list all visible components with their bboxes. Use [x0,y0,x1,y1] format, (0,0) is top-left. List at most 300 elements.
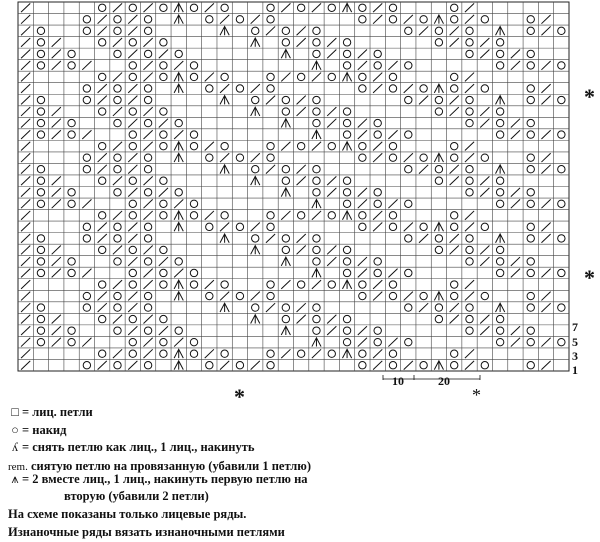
yarn-over-symbol [466,235,473,242]
decrease-symbol [21,142,30,151]
decrease-symbol [82,199,91,208]
yarn-over-symbol [297,350,304,357]
decrease-symbol [52,338,61,347]
decrease-symbol [450,107,459,116]
decrease-symbol [511,119,520,128]
decrease-symbol [113,211,122,220]
yarn-over-symbol [144,223,151,230]
yarn-over-symbol [98,142,105,149]
decrease-symbol [113,73,122,82]
double-decrease-symbol [174,15,183,24]
yarn-over-symbol [451,16,458,23]
decrease-symbol [21,15,30,24]
decrease-symbol [174,338,183,347]
yarn-over-symbol [527,269,534,276]
rem-label: rem. [8,461,28,473]
yarn-over-symbol [98,350,105,357]
decrease-symbol [21,73,30,82]
yarn-over-symbol [343,200,350,207]
decrease-symbol [450,234,459,243]
decrease-symbol [159,257,168,266]
decrease-symbol [21,361,30,370]
yarn-over-symbol [496,200,503,207]
yarn-over-symbol [267,223,274,230]
yarn-over-symbol [343,131,350,138]
yarn-over-symbol [496,62,503,69]
yarn-over-symbol [160,338,167,345]
decrease-symbol [297,107,306,116]
yarn-over-symbol [420,16,427,23]
yarn-over-symbol [114,96,121,103]
decrease-symbol [327,315,336,324]
legend-note-wrong-side: Изнаночные ряды вязать изнаночными петлями [8,525,285,539]
yarn-over-symbol [359,212,366,219]
yarn-over-symbol [175,258,182,265]
yarn-over-symbol [282,27,289,34]
yarn-over-symbol [527,154,534,161]
yarn-over-symbol [481,223,488,230]
yarn-over-symbol [343,62,350,69]
scale-label-10: 10 [392,374,404,388]
decrease-symbol [144,107,153,116]
double-decrease-symbol [281,50,290,59]
yarn-over-symbol [558,96,565,103]
decrease-symbol [52,257,61,266]
yarn-over-symbol [405,338,412,345]
decrease-symbol [511,50,520,59]
repeat-marker-bottom-left: * [234,384,245,409]
repeat-marker-right-bottom: * [584,265,595,290]
decrease-symbol [465,15,474,24]
yarn-over-symbol [496,131,503,138]
yarn-over-symbol [144,166,151,173]
decrease-symbol [21,176,30,185]
yarn-over-symbol [466,304,473,311]
yarn-over-symbol [206,154,213,161]
yarn-over-symbol [420,292,427,299]
decrease-symbol [21,326,30,335]
yarn-over-symbol [68,200,75,207]
row-number-1: 1 [572,363,578,377]
yarn-over-symbol [527,223,534,230]
decrease-symbol [373,3,382,12]
yarn-over-symbol [129,4,136,11]
yarn-over-symbol [405,269,412,276]
double-decrease-symbol [434,84,443,93]
yarn-over-symbol [313,39,320,46]
yarn-over-symbol [190,200,197,207]
decrease-symbol [511,269,520,278]
decrease-symbol [373,292,382,301]
yarn-over-symbol [328,4,335,11]
decrease-symbol [98,361,107,370]
legend-yarn-over: ○ = накид [8,424,66,438]
yarn-over-symbol [98,281,105,288]
yarn-over-symbol [114,189,121,196]
decrease-symbol [52,326,61,335]
yarn-over-symbol [114,362,121,369]
decrease-symbol [128,222,137,231]
yarn-over-symbol [129,246,136,253]
decrease-symbol [220,84,229,93]
decrease-symbol [511,188,520,197]
yarn-over-symbol [313,119,320,126]
decrease-symbol [113,38,122,47]
yarn-over-symbol [389,16,396,23]
decrease-symbol [21,188,30,197]
double-decrease-symbol [496,26,505,35]
yarn-over-symbol [144,189,151,196]
yarn-over-symbol [160,350,167,357]
decrease-symbol [220,222,229,231]
yarn-over-symbol [451,73,458,80]
yarn-over-symbol [558,27,565,34]
decrease-symbol [144,315,153,324]
yarn-over-symbol [37,327,44,334]
double-decrease-symbol [312,338,321,347]
decrease-symbol [205,349,214,358]
yarn-over-symbol [313,50,320,57]
decrease-symbol [297,176,306,185]
yarn-over-symbol [343,119,350,126]
yarn-over-symbol [374,119,381,126]
yarn-over-symbol [129,269,136,276]
yarn-over-symbol [83,96,90,103]
yarn-over-symbol [252,27,259,34]
yarn-over-symbol [328,73,335,80]
yarn-over-symbol [190,131,197,138]
double-decrease-symbol [342,73,351,82]
decrease-symbol [98,234,107,243]
yarn-over-symbol [297,73,304,80]
double-decrease-symbol [174,222,183,231]
double-decrease-symbol-icon: ⩚ [11,472,19,486]
yarn-over-symbol [466,108,473,115]
yarn-over-symbol [527,166,534,173]
decrease-symbol [52,119,61,128]
legend-double-decrease-cont: вторую (убавили 2 петли) [64,489,209,503]
yarn-over-symbol [190,269,197,276]
decrease-symbol [541,15,550,24]
decrease-symbol [98,303,107,312]
yarn-over-symbol [496,119,503,126]
yarn-over-symbol [405,304,412,311]
decrease-symbol [373,280,382,289]
yarn-over-symbol [359,362,366,369]
decrease-symbol [21,3,30,12]
yarn-over-symbol [282,304,289,311]
yarn-over-symbol [527,50,534,57]
decrease-symbol [128,326,137,335]
yarn-over-symbol [466,166,473,173]
double-decrease-symbol [251,246,260,255]
yarn-over-symbol [160,131,167,138]
double-decrease-symbol [220,234,229,243]
decrease-symbol [541,199,550,208]
yarn-over-symbol [313,246,320,253]
yarn-over-symbol [190,338,197,345]
decrease-symbol [511,199,520,208]
decrease-symbol [450,176,459,185]
decrease-symbol [21,257,30,266]
yarn-over-symbol [83,85,90,92]
decrease-symbol [113,142,122,151]
decrease-symbol [159,188,168,197]
decrease-symbol [511,130,520,139]
decrease-symbol [113,246,122,255]
yarn-over-symbol [144,119,151,126]
yarn-over-symbol [496,177,503,184]
yarn-over-symbol [37,108,44,115]
yarn-over-symbol [129,338,136,345]
decrease-symbol [327,326,336,335]
decrease-symbol [159,50,168,59]
double-decrease-symbol [220,96,229,105]
yarn-over-symbol [129,73,136,80]
decrease-symbol [128,165,137,174]
decrease-symbol [128,15,137,24]
decrease-symbol [21,315,30,324]
decrease-symbol [297,315,306,324]
decrease-symbol [21,211,30,220]
yarn-over-symbol [496,269,503,276]
yarn-over-symbol [267,350,274,357]
yarn-over-symbol [343,50,350,57]
yarn-over-symbol [160,142,167,149]
decrease-symbol [465,280,474,289]
decrease-symbol [82,61,91,70]
decrease-symbol [297,165,306,174]
decrease-symbol [82,338,91,347]
yarn-over-symbol [389,73,396,80]
decrease-symbol [82,130,91,139]
yarn-over-symbol [144,50,151,57]
yarn-over-symbol [160,73,167,80]
yarn-over-symbol [527,16,534,23]
decrease-symbol [281,73,290,82]
decrease-symbol [388,61,397,70]
yarn-over-symbol [558,200,565,207]
yarn-over-symbol [267,142,274,149]
decrease-symbol [465,222,474,231]
yarn-over-symbol [114,235,121,242]
yarn-over-symbol [98,73,105,80]
yarn-over-symbol [190,62,197,69]
decrease-symbol [52,199,61,208]
decrease-symbol [21,199,30,208]
decrease-symbol [358,188,367,197]
double-decrease-symbol [434,153,443,162]
decrease-symbol [52,38,61,47]
yarn-over-symbol [313,189,320,196]
yarn-over-symbol [359,350,366,357]
decrease-symbol [144,349,153,358]
yarn-over-symbol [313,166,320,173]
yarn-over-symbol [144,304,151,311]
decrease-symbol [144,73,153,82]
decrease-symbol [450,303,459,312]
double-decrease-symbol [496,96,505,105]
yarn-over-symbol [252,96,259,103]
yarn-over-symbol [267,73,274,80]
yarn-over-symbol [98,246,105,253]
decrease-symbol [205,142,214,151]
decrease-symbol [465,3,474,12]
yarn-over-symbol [527,327,534,334]
yarn-over-symbol [83,223,90,230]
decrease-symbol [419,234,428,243]
decrease-symbol [388,269,397,278]
yarn-over-symbol [144,327,151,334]
yarn-over-symbol [221,350,228,357]
decrease-symbol [113,315,122,324]
decrease-symbol [465,142,474,151]
double-decrease-symbol [220,26,229,35]
yarn-over-symbol [160,269,167,276]
yarn-over-symbol [175,327,182,334]
double-decrease-symbol [281,119,290,128]
yarn-over-symbol [343,177,350,184]
decrease-symbol [465,349,474,358]
legend-note-right-side: На схеме показаны только лицевые ряды. [8,507,247,521]
decrease-symbol [312,280,321,289]
yarn-over-symbol [282,315,289,322]
decrease-symbol [388,199,397,208]
decrease-symbol [21,130,30,139]
yarn-over-symbol [496,50,503,57]
row-number-5: 5 [572,335,578,349]
yarn-over-symbol [481,154,488,161]
yarn-over-symbol [160,281,167,288]
yarn-over-symbol [160,200,167,207]
decrease-symbol [21,280,30,289]
yarn-over-symbol [98,4,105,11]
decrease-symbol [128,50,137,59]
yarn-over-symbol [282,166,289,173]
decrease-symbol [21,84,30,93]
yarn-over-symbol [389,85,396,92]
decrease-symbol [281,211,290,220]
decrease-symbol [21,119,30,128]
yarn-over-symbol [359,142,366,149]
decrease-symbol [541,338,550,347]
yarn-over-symbol [496,246,503,253]
decrease-symbol [465,211,474,220]
legend-knit: □ = лиц. петли [8,406,93,420]
yarn-over-symbol [37,338,44,345]
decrease-symbol [541,153,550,162]
decrease-symbol [404,15,413,24]
decrease-symbol [52,246,61,255]
yarn-over-symbol [37,27,44,34]
yarn-over-symbol [405,166,412,173]
decrease-symbol [297,303,306,312]
yarn-over-symbol [527,258,534,265]
decrease-symbol [98,26,107,35]
yarn-over-symbol [420,85,427,92]
yarn-over-symbol [527,200,534,207]
double-decrease-symbol [434,222,443,231]
decrease-symbol [541,234,550,243]
decrease-symbol [465,153,474,162]
yarn-over-symbol [160,108,167,115]
yarn-over-symbol [451,85,458,92]
yarn-over-symbol [313,177,320,184]
yarn-over-symbol [144,362,151,369]
decrease-symbol [281,280,290,289]
yarn-over-symbol [144,96,151,103]
decrease-symbol [52,176,61,185]
yarn-over-symbol [313,258,320,265]
double-decrease-symbol [174,280,183,289]
decrease-symbol [174,199,183,208]
yarn-over-symbol [236,223,243,230]
decrease-symbol [373,349,382,358]
decrease-symbol [21,246,30,255]
decrease-symbol [541,292,550,301]
decrease-symbol [220,361,229,370]
yarn-over-symbol [37,166,44,173]
yarn-over-symbol [221,4,228,11]
yarn-over-symbol [114,50,121,57]
decrease-symbol [511,61,520,70]
decrease-symbol [404,361,413,370]
yarn-over-symbol [114,304,121,311]
decrease-symbol [297,246,306,255]
decrease-symbol [327,107,336,116]
yarn-over-symbol [129,350,136,357]
double-decrease-symbol [312,130,321,139]
yarn-over-symbol [343,39,350,46]
yarn-over-symbol [435,315,442,322]
yarn-over-symbol [558,235,565,242]
yarn-over-symbol [98,212,105,219]
double-decrease-symbol [342,211,351,220]
yarn-over-symbol [435,96,442,103]
yarn-over-symbol [435,166,442,173]
yarn-over-symbol [267,16,274,23]
yarn-over-symbol [405,62,412,69]
yarn-over-symbol [374,62,381,69]
yarn-over-symbol [175,189,182,196]
decrease-symbol [98,222,107,231]
decrease-symbol [373,211,382,220]
double-decrease-symbol [342,3,351,12]
yarn-over-symbol [313,327,320,334]
decrease-symbol [113,280,122,289]
yarn-over-symbol [389,223,396,230]
decrease-symbol [450,246,459,255]
yarn-over-symbol [328,350,335,357]
yarn-over-symbol [343,269,350,276]
yarn-over-symbol [267,154,274,161]
decrease-symbol [404,222,413,231]
yarn-over-symbol [496,108,503,115]
decrease-symbol [98,292,107,301]
decrease-symbol [465,73,474,82]
decrease-symbol [373,142,382,151]
decrease-symbol [144,176,153,185]
decrease-symbol [373,153,382,162]
yarn-over-symbol [160,315,167,322]
yarn-over-symbol [129,177,136,184]
yarn-over-symbol [68,131,75,138]
yarn-over-symbol [37,177,44,184]
yarn-over-symbol [466,327,473,334]
yarn-over-symbol [252,166,259,173]
decrease-symbol [144,280,153,289]
yarn-over-symbol [68,338,75,345]
